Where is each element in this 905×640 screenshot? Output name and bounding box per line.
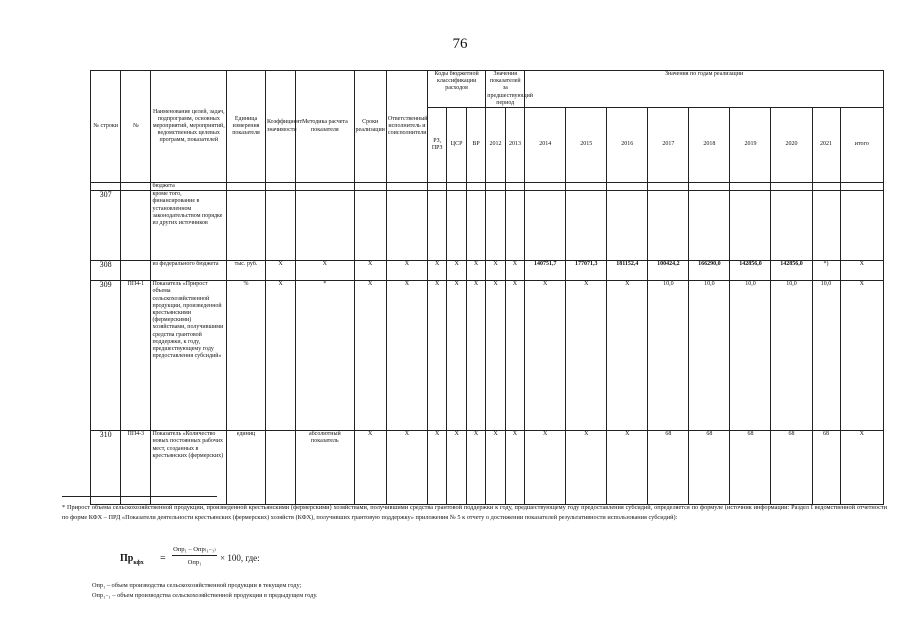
row-number: 307: [91, 191, 121, 261]
cell-rz: Х: [427, 431, 446, 505]
cell-unit: %: [227, 281, 266, 431]
row-name: бюджета: [151, 183, 227, 191]
header-responsible: Ответственный исполнитель и соисполнители: [386, 71, 427, 183]
cell-terms: Х: [354, 281, 386, 431]
formula-rest: × 100, где:: [220, 553, 260, 563]
cell-2018: 166290,0: [689, 261, 730, 281]
definition-current: Опр₁ – объем производства сельскохозяйственной продукции в текущем году;: [92, 582, 302, 589]
cell-2012: Х: [486, 281, 505, 431]
cell-2013: Х: [505, 431, 524, 505]
cell-total: Х: [840, 261, 883, 281]
cell-2015: Х: [566, 281, 607, 431]
header-method: Методика расчета показателя: [296, 71, 354, 183]
header-row-no: № строки: [91, 71, 121, 183]
definition-previous: Опр₁₋₁ – объем производства сельскохозяйственной продукции в предыдущем году.: [92, 592, 318, 599]
cell-2016: Х: [607, 431, 648, 505]
cell-total: Х: [840, 431, 883, 505]
cell-coef: [265, 431, 295, 505]
cell-total: Х: [840, 281, 883, 431]
cell-2018: 68: [689, 431, 730, 505]
cell-2014: Х: [525, 431, 566, 505]
cell-terms: Х: [354, 431, 386, 505]
header-year-2014: 2014: [525, 108, 566, 183]
formula-lhs: $Пр_{кфх}$: [120, 553, 144, 566]
cell-2014: 140751,7: [525, 261, 566, 281]
cell-coef: Х: [265, 281, 295, 431]
formula-lhs-subscript: кфх: [133, 560, 144, 566]
footnote-divider: [62, 496, 217, 497]
row-name: Показатель «Прирост объема сельскохозяйственной продукции, произведенной крестьянскими (фермерскими) хозяйствами, получившими средства грантовой поддержки, к году, предшествующему году предоставления субсидий»: [151, 281, 227, 431]
cell-2020: 10,0: [771, 281, 812, 431]
cell-responsible: Х: [386, 431, 427, 505]
cell-2020: 142856,0: [771, 261, 812, 281]
header-prev-group: Значения показателей за предшествующий период: [487, 71, 534, 106]
cell-2014: Х: [525, 281, 566, 431]
cell-method: *: [296, 281, 354, 431]
table-row: [91, 191, 884, 261]
header-vr: ВР: [466, 108, 485, 183]
cell-2016: Х: [607, 281, 648, 431]
formula-denominator: Опр₁: [187, 559, 202, 566]
cell-rz: Х: [427, 261, 446, 281]
header-year-2013: 2013: [505, 108, 524, 183]
cell-responsible: Х: [386, 281, 427, 431]
header-year-2016: 2016: [607, 108, 648, 183]
cell-2021: *): [812, 261, 840, 281]
table-row: [91, 431, 884, 505]
formula-numerator: Опр₁ – Опр₍₁₋₁₎: [172, 545, 217, 556]
header-budget-group: Коды бюджетной классификации расходов: [427, 71, 485, 108]
header-coef: Коэффициент значимости: [265, 71, 295, 183]
cell-method: абсолютный показатель: [296, 431, 354, 505]
cell-2013: Х: [505, 281, 524, 431]
header-years-group: Значения по годам реализации: [525, 71, 884, 108]
cell-2012: Х: [486, 431, 505, 505]
header-total: итого: [840, 108, 883, 183]
cell-vr: Х: [466, 281, 485, 431]
header-unit: Единица измерения показателя: [227, 71, 266, 183]
formula-fraction: [172, 545, 217, 566]
table-row: [91, 281, 884, 431]
formula-equals: =: [160, 553, 166, 564]
header-year-2015: 2015: [566, 108, 607, 183]
header-year-2012: 2012: [486, 108, 505, 183]
indicators-table: [90, 70, 884, 505]
definitions: [92, 581, 317, 601]
footnote-text: * Прирост объема сельскохозяйственной продукции, произведенной крестьянскими (фермерскими) хозяйствами, получившими средства грантовой поддержки к году, предшествующему году предоставления субсидий, определяется по формуле (источник информации: Раздел I ведомственной отчетности по форме КФХ – ПРД «Показатели деятельности крестьянских (фермерских) хозяйств (КФХ), получивших грантовую поддержку» приложения № 5 к отчету о достижении показателей результативности использования субсидий):: [62, 504, 887, 521]
cell-2015: Х: [566, 431, 607, 505]
row-name: кроме того, финансирование в установленном законодательством порядке из других источников: [151, 191, 227, 261]
cell-unit: тыс. руб.: [227, 261, 266, 281]
header-terms: Сроки реализации: [354, 71, 386, 183]
row-number: 308: [91, 261, 121, 281]
cell-2021: 10,0: [812, 281, 840, 431]
cell-csr: Х: [447, 261, 466, 281]
header-year-2018: 2018: [689, 108, 730, 183]
row-name: Показатель «Количество новых постоянных рабочих мест, созданных в крестьянских (фермерских): [151, 431, 227, 505]
cell-2019: 142856,0: [730, 261, 771, 281]
header-year-2020: 2020: [771, 108, 812, 183]
cell-2017: 100424,2: [648, 261, 689, 281]
cell-csr: Х: [447, 431, 466, 505]
cell-coef: Х: [265, 261, 295, 281]
cell-vr: Х: [466, 261, 485, 281]
cell-2015: 177071,3: [566, 261, 607, 281]
cell-2019: 68: [730, 431, 771, 505]
row-number: 310: [91, 431, 121, 505]
row-number: 309: [91, 281, 121, 431]
header-year-2021: 2021: [812, 108, 840, 183]
page-number: 76: [452, 36, 468, 52]
cell-2017: 68: [648, 431, 689, 505]
cell-method: Х: [296, 261, 354, 281]
cell-2016: 181152,4: [607, 261, 648, 281]
cell-2018: 10,0: [689, 281, 730, 431]
cell-2013: Х: [505, 261, 524, 281]
header-num: №: [121, 71, 151, 183]
header-rz: РЗ, ПРЗ: [427, 108, 446, 183]
cell-terms: Х: [354, 261, 386, 281]
cell-responsible: Х: [386, 261, 427, 281]
row-code: ПП4-1: [121, 281, 151, 431]
cell-csr: Х: [447, 281, 466, 431]
cell-2019: 10,0: [730, 281, 771, 431]
row-name: из федерального бюджета: [151, 261, 227, 281]
cell-unit: единиц: [227, 431, 266, 505]
cell-2017: 10,0: [648, 281, 689, 431]
cell-2012: Х: [486, 261, 505, 281]
cell-2020: 68: [771, 431, 812, 505]
cell-vr: Х: [466, 431, 485, 505]
header-year-2019: 2019: [730, 108, 771, 183]
row-code: ПП4-3: [121, 431, 151, 505]
header-csr: ЦСР: [447, 108, 466, 183]
header-year-2017: 2017: [648, 108, 689, 183]
table-row: [91, 261, 884, 281]
cell-2021: 68: [812, 431, 840, 505]
table-row: [91, 183, 884, 191]
header-name: Наименование целей, задач, подпрограмм, основных мероприятий, мероприятий, ведомственных целевых программ, показателей: [151, 71, 227, 183]
cell-rz: Х: [427, 281, 446, 431]
